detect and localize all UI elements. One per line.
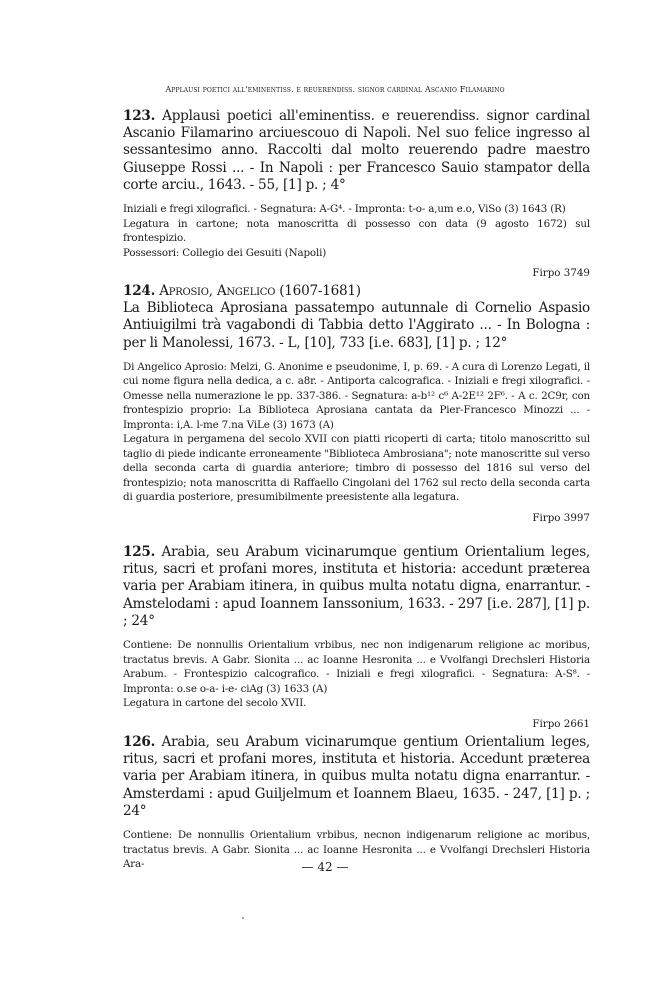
entry-number: 126. [123, 734, 156, 750]
running-head: Applausi poetici all'eminentiss. e reuerendiss. signor cardinal Ascanio Filamarino [165, 84, 505, 94]
note-line: Di Angelico Aprosio: Melzi, G. Anonime e pseudonime, I, p. 69. - A cura di Lorenzo Legati, il cui nome figura nella dedica, a c. a8r. - Antiporta calcografica. - Iniziali e fregi xilografici. - Omesse nella numerazione le pp. 337-386. - Segnatura: a-b¹² c⁶ A-2E¹² 2F⁶. - A c. 2C9r, con frontespizio proprio: La Biblioteca Aprosiana cantata da Pier-Francesco Minozzi ... - Impronta: i,A. l-me 7.na ViLe (3) 1673 (A) [123, 360, 590, 431]
entry-number: 124. [123, 283, 156, 299]
entry-description [123, 544, 590, 630]
entry-title: Arabia, seu Arabum vicinarumque gentium Orientalium leges, ritus, sacri et profani mores, instituta et historia. Accedunt præterea varia per Arabiam itinera, in quibus multa notatu digna enarrantur. - Amsterdami : apud Guiljelmum et Ioannem Blaeu, 1635. - 247, [1] p. ; 24° [123, 734, 591, 819]
note-line: Possessori: Collegio dei Gesuiti (Napoli) [123, 246, 327, 259]
note-line: Contiene: De nonnullis Orientalium vrbibus, necnon indigenarum religione ac moribus, tractatus brevis. A Gabr. Sionita ... ac Ioanne Hesronita ... e Vvolfangi Drechsleri Historia Ara- [123, 829, 590, 871]
note-line: Legatura in cartone del secolo XVII. [123, 697, 307, 710]
scan-speck [242, 917, 244, 919]
entry-title: Applausi poetici all'eminentiss. e reuerendiss. signor cardinal Ascanio Filamarino arciuescouo di Napoli. Nel suo felice ingresso al sessantesimo anno. Raccolti dal molto reuerendo padre maestro Giuseppe Rossi ... - In Napoli : per Francesco Sauio stampator della corte arciu., 1643. - 55, [1] p. ; 4° [123, 108, 590, 193]
catalog-entry-123 [123, 108, 590, 279]
entry-author: Aprosio, Angelico (1607-1681) [159, 283, 361, 299]
note-line: Legatura in cartone; nota manoscritta di possesso con data (9 agosto 1672) sul frontespizio. [123, 217, 590, 245]
entry-title: La Biblioteca Aprosiana passatempo autunnale di Cornelio Aspasio Antiuigilmi trà vagabondi di Tabbia detto l'Aggirato ... - In Bologna : per li Manolessi, 1673. - L, [10], 733 [i.e. 683], [1] p. ; 12° [123, 300, 590, 351]
catalog-entry-124 [123, 283, 590, 524]
shelfmark: Firpo 3997 [532, 511, 590, 524]
entry-notes [123, 360, 590, 505]
entry-notes [123, 202, 590, 260]
entry-title: Arabia, seu Arabum vicinarumque gentium Orientalium leges, ritus, sacri et profani mores, instituta et historia: accedunt præterea varia per Arabiam itinera, in quibus multa notatu digna, enarrantur. - Amstelodami : apud Ioannem Ianssonium, 1633. - 297 [i.e. 287], [1] p. ; 24° [123, 544, 591, 629]
entry-heading [123, 283, 590, 300]
page-number: — 42 — [301, 860, 349, 874]
shelfmark: Firpo 2661 [532, 717, 590, 730]
catalog-entry-126 [123, 734, 590, 872]
note-line: Contiene: De nonnullis Orientalium vrbibus, nec non indigenarum religione ac moribus, tractatus brevis. A Gabr. Sionita ... ac Ioanne Hesronita ... e Vvolfangi Drechsleri Historia Arabum. - Frontespizio calcografico. - Iniziali e fregi xilografici. - Segnatura: A-S⁸. - Impronta: o.se o-a- i-e- ciAg (3) 1633 (A) [123, 639, 590, 695]
entry-number: 123. [123, 108, 156, 124]
note-line: Legatura in pergamena del secolo XVII con piatti ricoperti di carta; titolo manoscritto sul taglio di piede indicante erroneamente "Biblioteca Ambrosiana"; note manoscritte sul verso della seconda carta di guardia anteriore; timbro di possesso del 1816 sul verso del frontespizio; nota manoscritta di Raffaello Cingolani del 1762 sul recto della seconda carta di guardia posteriore, presumibilmente preesistente alla legatura. [123, 433, 590, 504]
entry-description [123, 108, 590, 194]
entry-number: 125. [123, 544, 156, 560]
shelfmark: Firpo 3749 [532, 267, 590, 280]
note-line: Iniziali e fregi xilografici. - Segnatura: A-G⁴. - Impronta: t-o- a,um e.o, ViSo (3) 1643 (R) [123, 203, 566, 216]
entry-description [123, 734, 590, 820]
catalog-entry-125 [123, 544, 590, 730]
entry-notes [123, 638, 590, 711]
